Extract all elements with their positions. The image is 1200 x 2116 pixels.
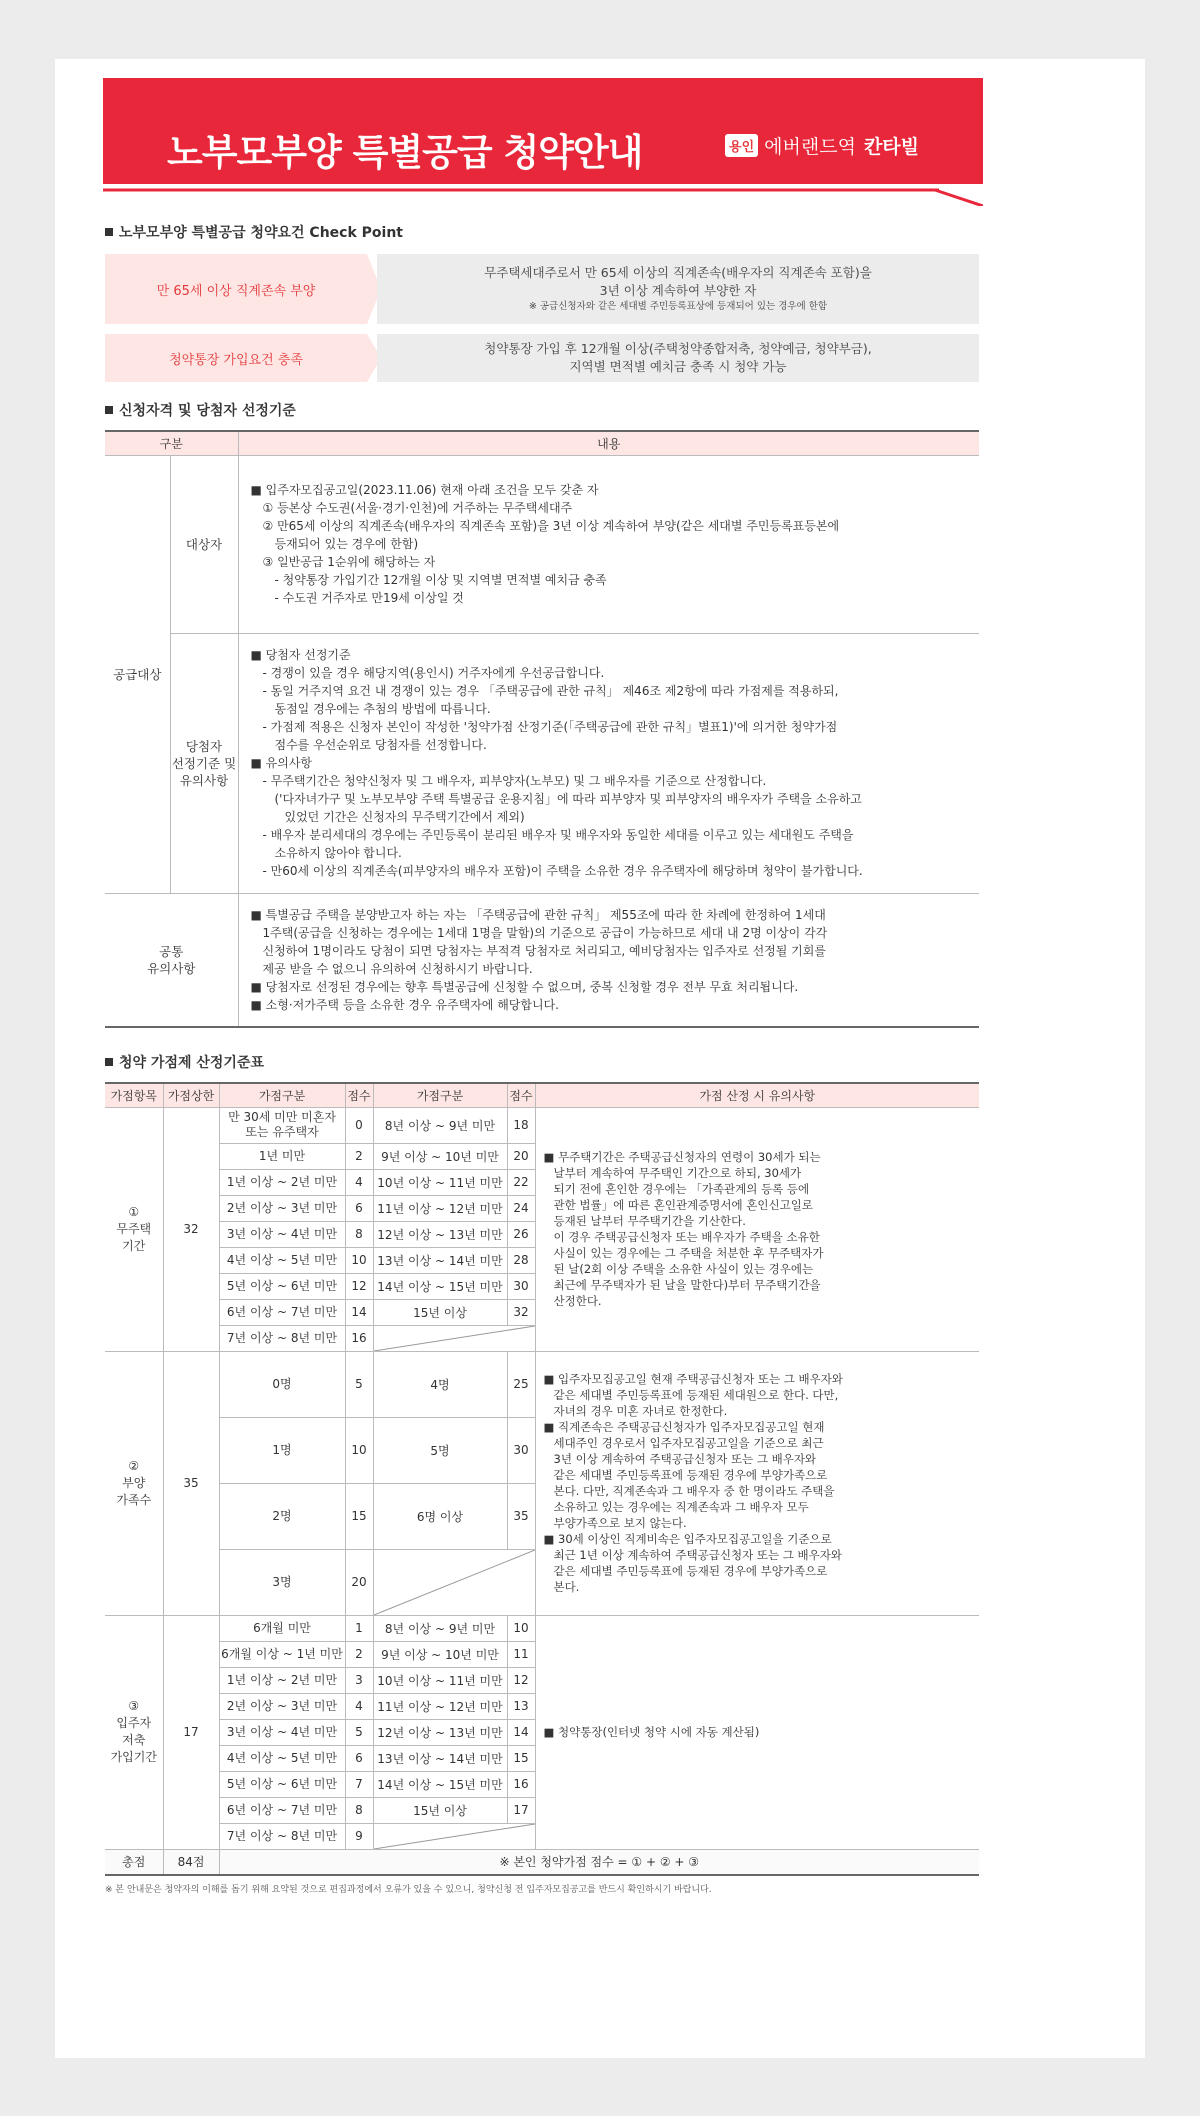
score-points-cell: 4 (345, 1169, 373, 1195)
score-points-cell: 16 (507, 1771, 535, 1797)
score-range-cell: 10년 이상 ~ 11년 미만 (373, 1169, 507, 1195)
score-points-cell: 30 (507, 1417, 535, 1483)
score-points-cell: 2 (345, 1143, 373, 1169)
score-points-cell: 8 (345, 1221, 373, 1247)
content-line: ■ 유의사항 (250, 756, 313, 770)
checkpoint-row-1 (105, 254, 979, 324)
content-line: ② 만65세 이상의 직계존속(배우자의 직계존속 포함)을 3년 이상 계속하여 부양(같은 세대별 주민등록표등본에 (262, 519, 840, 533)
note-line: 관한 법률」에 따른 혼인관계증명서에 혼인신고일로 (553, 1198, 813, 1212)
score-range-cell: 4명 (373, 1351, 507, 1417)
content-line: - 경쟁이 있을 경우 해당지역(용인시) 거주자에게 우선공급합니다. (262, 666, 605, 680)
column-header: 가점상한 (163, 1083, 219, 1107)
column-header: 가점 산정 시 유의사항 (535, 1083, 979, 1107)
content-line: ■ 소형·저가주택 등을 소유한 경우 유주택자에 해당합니다. (250, 997, 559, 1012)
checkpoint-label: 만 65세 이상 직계존속 부양 (105, 254, 367, 324)
score-points-cell: 10 (507, 1615, 535, 1641)
header-banner (103, 78, 983, 206)
checkpoint-description (377, 334, 979, 382)
total-row (105, 1849, 979, 1875)
brand-name-bold: 칸타빌 (863, 136, 919, 158)
score-note (535, 1615, 979, 1849)
score-table-body (105, 1107, 979, 1875)
score-range-cell: 5년 이상 ~ 6년 미만 (219, 1771, 345, 1797)
content-line: ■ 입주자모집공고일(2023.11.06) 현재 아래 조건을 모두 갖춘 자 (250, 483, 599, 497)
content-line: ■ 특별공급 주택을 분양받고자 하는 자는 「주택공급에 관한 규칙」 제55조에 따라 한 차례에 한정하여 1세대 (250, 907, 826, 922)
score-range-cell: 1년 미만 (219, 1143, 345, 1169)
note-line: 본다. 다만, 직계존속과 그 배우자 중 한 명이라도 주택을 (553, 1484, 835, 1498)
score-points-cell: 30 (507, 1273, 535, 1299)
score-points-cell: 17 (507, 1797, 535, 1823)
content-line: 있었던 기간은 신청자의 무주택기간에서 제외) (284, 810, 525, 824)
note-line: 된 날(2회 이상 주택을 소유한 사실이 있는 경우에는 (553, 1262, 814, 1276)
score-range-cell: 6년 이상 ~ 7년 미만 (219, 1299, 345, 1325)
score-range-cell: 1년 이상 ~ 2년 미만 (219, 1667, 345, 1693)
eligibility-section-title: 신청자격 및 당첨자 선정기준 (105, 400, 979, 420)
score-range-cell: 1명 (219, 1417, 345, 1483)
row-label-selection: 당첨자 선정기준 및 유의사항 (170, 633, 238, 893)
eligibility-table (105, 430, 979, 1028)
score-points-cell: 6 (345, 1745, 373, 1771)
score-points-cell: 2 (345, 1641, 373, 1667)
score-points-cell: 20 (345, 1549, 373, 1615)
note-line: ■ 직계존속은 주택공급신청자가 입주자모집공고일 현재 (543, 1420, 825, 1434)
note-line: 자녀의 경우 미혼 자녀로 한정한다. (553, 1404, 728, 1418)
score-range-cell: 13년 이상 ~ 14년 미만 (373, 1745, 507, 1771)
checkpoint-row-2 (105, 334, 979, 382)
score-range-cell: 0명 (219, 1351, 345, 1417)
score-range-cell: 6개월 이상 ~ 1년 미만 (219, 1641, 345, 1667)
footnote: ※ 본 안내문은 청약자의 이해를 돕기 위해 요약된 것으로 편집과정에서 오류가 있을 수 있으니, 청약신청 전 입주자모집공고를 반드시 확인하시기 바랍니다. (105, 1885, 712, 1895)
score-points-cell: 32 (507, 1299, 535, 1325)
checkpoint-line: 지역별 면적별 예치금 충족 시 청약 가능 (569, 359, 787, 374)
score-range-cell: 4년 이상 ~ 5년 미만 (219, 1247, 345, 1273)
score-row (105, 1351, 979, 1417)
note-line: 3년 이상 계속하여 주택공급신청자 또는 그 배우자와 (553, 1452, 817, 1466)
total-max: 84점 (163, 1849, 219, 1875)
content-line: - 청약통장 가입기간 12개월 이상 및 지역별 면적별 예치금 충족 (274, 573, 607, 587)
score-points-cell: 4 (345, 1693, 373, 1719)
content-line: - 동일 거주지역 요건 내 경쟁이 있는 경우 「주택공급에 관한 규칙」 제46조 제2항에 따라 가점제를 적용하되, (262, 684, 839, 698)
score-points-cell: 10 (345, 1247, 373, 1273)
score-range-cell: 7년 이상 ~ 8년 미만 (219, 1823, 345, 1849)
score-range-cell: 3명 (219, 1549, 345, 1615)
score-points-cell: 5 (345, 1351, 373, 1417)
note-line: 최근 1년 이상 계속하여 주택공급신청자 또는 그 배우자와 (553, 1548, 842, 1562)
checkpoint-note: ※ 공급신청자와 같은 세대별 주민등록표상에 등재되어 있는 경우에 한함 (528, 301, 828, 312)
score-points-cell: 14 (345, 1299, 373, 1325)
score-range-cell: 8년 이상 ~ 9년 미만 (373, 1615, 507, 1641)
note-line: 등재된 날부터 무주택기간을 기산한다. (553, 1214, 746, 1228)
score-points-cell: 15 (345, 1483, 373, 1549)
row-label-target: 대상자 (170, 455, 238, 633)
note-line: ■ 30세 이상인 직계비속은 입주자모집공고일을 기준으로 (543, 1532, 832, 1546)
note-line: 산정한다. (553, 1294, 602, 1308)
square-bullet-icon (105, 1058, 113, 1066)
content-line: 1주택(공급을 신청하는 경우에는 1세대 1명을 말함)의 기준으로 공급이 가능하므로 세대 내 2명 이상이 각각 (262, 925, 828, 940)
content-line: ■ 당첨자 선정기준 (250, 648, 351, 662)
score-points-cell: 1 (345, 1615, 373, 1641)
score-range-cell: 11년 이상 ~ 12년 미만 (373, 1693, 507, 1719)
note-line: 이 경우 주택공급신청자 또는 배우자가 주택을 소유한 (553, 1230, 820, 1244)
note-line: 같은 세대별 주민등록표에 등재된 경우에 부양가족으로 (553, 1564, 828, 1578)
column-header: 가점구분 (373, 1083, 507, 1107)
score-points-cell: 10 (345, 1417, 373, 1483)
square-bullet-icon (105, 406, 113, 414)
score-range-cell: 4년 이상 ~ 5년 미만 (219, 1745, 345, 1771)
content-line: ① 등본상 수도권(서울·경기·인천)에 거주하는 무주택세대주 (262, 501, 573, 515)
score-item-label: ② 부양 가족수 (105, 1351, 163, 1615)
score-points-cell: 14 (507, 1719, 535, 1745)
empty-diagonal-cell (373, 1325, 535, 1351)
score-points-cell: 5 (345, 1719, 373, 1745)
score-item-label: ③ 입주자 저축 가입기간 (105, 1615, 163, 1849)
note-line: ■ 입주자모집공고일 현재 주택공급신청자 또는 그 배우자와 (543, 1372, 843, 1386)
score-points-cell: 26 (507, 1221, 535, 1247)
content-line: ■ 당첨자로 선정된 경우에는 향후 특별공급에 신청할 수 없으며, 중복 신청할 경우 전부 무효 처리됩니다. (250, 979, 799, 994)
content-line: - 만60세 이상의 직계존속(피부양자의 배우자 포함)이 주택을 소유한 경우 유주택자에 해당하며 청약이 불가합니다. (262, 864, 863, 878)
checkpoint-label: 청약통장 가입요건 충족 (105, 334, 367, 382)
score-range-cell: 8년 이상 ~ 9년 미만 (373, 1107, 507, 1143)
square-bullet-icon (105, 228, 113, 236)
score-points-cell: 25 (507, 1351, 535, 1417)
checkpoint-line: 청약통장 가입 후 12개월 이상(주택청약종합저축, 청약예금, 청약부금), (484, 341, 872, 356)
brand-logo (725, 132, 919, 159)
score-range-cell: 2명 (219, 1483, 345, 1549)
note-line: 본다. (553, 1580, 580, 1594)
score-note (535, 1107, 979, 1351)
content-line: ('다자녀가구 및 노부모부양 주택 특별공급 운용지침」에 따라 피부양자 및 피부양자의 배우자가 주택을 소유하고 (274, 792, 862, 806)
score-range-cell: 7년 이상 ~ 8년 미만 (219, 1325, 345, 1351)
empty-diagonal-cell (373, 1549, 535, 1615)
empty-diagonal-cell (373, 1823, 535, 1849)
score-points-cell: 24 (507, 1195, 535, 1221)
total-formula: ※ 본인 청약가점 점수 = ① + ② + ③ (219, 1849, 979, 1875)
score-range-cell: 2년 이상 ~ 3년 미만 (219, 1195, 345, 1221)
content-line: - 가점제 적용은 신청자 본인이 작성한 '청약가점 산정기준(「주택공급에 관한 규칙」별표1)'에 의거한 청약가점 (262, 720, 838, 734)
note-line: ■ 무주택기간은 주택공급신청자의 연령이 30세가 되는 (543, 1150, 821, 1164)
brand-badge: 용인 (725, 134, 758, 157)
content-line: 등재되어 있는 경우에 한함) (274, 537, 419, 551)
content-line: 제공 받을 수 없으니 유의하여 신청하시기 바랍니다. (262, 961, 533, 976)
score-range-cell: 6개월 미만 (219, 1615, 345, 1641)
score-range-cell: 14년 이상 ~ 15년 미만 (373, 1771, 507, 1797)
score-range-cell: 13년 이상 ~ 14년 미만 (373, 1247, 507, 1273)
note-line: ■ 청약통장(인터넷 청약 시에 자동 계산됨) (543, 1725, 760, 1739)
content-line: - 무주택기간은 청약신청자 및 그 배우자, 피부양자(노부모) 및 그 배우자를 기준으로 산정합니다. (262, 774, 767, 788)
score-points-cell: 20 (507, 1143, 535, 1169)
score-item-max: 32 (163, 1107, 219, 1351)
selection-content (238, 633, 979, 893)
score-section-title: 청약 가점제 산정기준표 (105, 1052, 979, 1072)
score-points-cell: 8 (345, 1797, 373, 1823)
note-line: 세대주인 경우로서 입주자모집공고일을 기준으로 최근 (553, 1436, 824, 1450)
checkpoint-line: 무주택세대주로서 만 65세 이상의 직계존속(배우자의 직계존속 포함)을 (484, 265, 872, 280)
content-line: 소유하지 않아야 합니다. (274, 846, 402, 860)
score-range-cell: 12년 이상 ~ 13년 미만 (373, 1719, 507, 1745)
column-header-content: 내용 (238, 431, 979, 455)
document-content (105, 78, 979, 1895)
score-range-cell: 11년 이상 ~ 12년 미만 (373, 1195, 507, 1221)
score-points-cell: 35 (507, 1483, 535, 1549)
score-points-cell: 16 (345, 1325, 373, 1351)
checkpoint-description (377, 254, 979, 324)
score-range-cell: 14년 이상 ~ 15년 미만 (373, 1273, 507, 1299)
score-range-cell: 2년 이상 ~ 3년 미만 (219, 1693, 345, 1719)
score-note (535, 1351, 979, 1615)
score-table (105, 1082, 979, 1876)
group-label: 공급대상 (105, 455, 170, 893)
note-line: 날부터 계속하여 무주택인 기간으로 하되, 30세가 (553, 1166, 802, 1180)
column-header: 점수 (507, 1083, 535, 1107)
score-range-cell: 3년 이상 ~ 4년 미만 (219, 1719, 345, 1745)
content-line: 동점일 경우에는 추첨의 방법에 따릅니다. (274, 702, 491, 716)
score-range-cell: 1년 이상 ~ 2년 미만 (219, 1169, 345, 1195)
score-points-cell: 9 (345, 1823, 373, 1849)
score-item-max: 17 (163, 1615, 219, 1849)
brand-name: 에버랜드역 (764, 136, 856, 158)
note-line: 최근에 무주택자가 된 날을 말한다)부터 무주택기간을 (553, 1278, 821, 1292)
note-line: 소유하고 있는 경우에는 직계존속과 그 배우자 모두 (553, 1500, 809, 1514)
score-range-cell: 5년 이상 ~ 6년 미만 (219, 1273, 345, 1299)
score-points-cell: 0 (345, 1107, 373, 1143)
content-line: 신청하여 1명이라도 당첨이 되면 당첨자는 부적격 당첨자로 처리되고, 예비당첨자는 입주자로 선정될 기회를 (262, 943, 826, 958)
column-header-category: 구분 (105, 431, 238, 455)
score-range-cell: 6년 이상 ~ 7년 미만 (219, 1797, 345, 1823)
score-points-cell: 11 (507, 1641, 535, 1667)
score-points-cell: 6 (345, 1195, 373, 1221)
checkpoint-section-title: 노부모부양 특별공급 청약요건 Check Point (105, 222, 979, 242)
content-line: - 배우자 분리세대의 경우에는 주민등록이 분리된 배우자 및 배우자와 동일한 세대를 이루고 있는 세대원도 주택을 (262, 828, 854, 842)
score-points-cell: 7 (345, 1771, 373, 1797)
score-row (105, 1107, 979, 1143)
score-points-cell: 3 (345, 1667, 373, 1693)
score-points-cell: 12 (507, 1667, 535, 1693)
score-points-cell: 28 (507, 1247, 535, 1273)
score-points-cell: 22 (507, 1169, 535, 1195)
content-line: ③ 일반공급 1순위에 해당하는 자 (262, 555, 436, 569)
note-line: 같은 세대별 주민등록표에 등재된 경우에 부양가족으로 (553, 1468, 828, 1482)
score-range-cell: 15년 이상 (373, 1299, 507, 1325)
score-range-cell: 9년 이상 ~ 10년 미만 (373, 1641, 507, 1667)
row-label-common: 공통 유의사항 (105, 893, 238, 1027)
score-range-cell: 3년 이상 ~ 4년 미만 (219, 1221, 345, 1247)
note-line: 같은 세대별 주민등록표에 등재된 세대원으로 한다. 다만, (553, 1388, 839, 1402)
note-line: 부양가족으로 보지 않는다. (553, 1516, 687, 1530)
column-header: 가점구분 (219, 1083, 345, 1107)
column-header: 점수 (345, 1083, 373, 1107)
score-points-cell: 12 (345, 1273, 373, 1299)
score-range-cell: 만 30세 미만 미혼자 또는 유주택자 (219, 1107, 345, 1143)
checkpoint-line: 3년 이상 계속하여 부양한 자 (599, 283, 757, 298)
score-row (105, 1615, 979, 1641)
score-points-cell: 15 (507, 1745, 535, 1771)
score-item-max: 35 (163, 1351, 219, 1615)
common-content (238, 893, 979, 1027)
score-range-cell: 6명 이상 (373, 1483, 507, 1549)
total-label: 총점 (105, 1849, 163, 1875)
page-title: 노부모부양 특별공급 청약안내 (167, 131, 643, 174)
score-points-cell: 13 (507, 1693, 535, 1719)
note-line: 되기 전에 혼인한 경우에는 「가족관계의 등록 등에 (553, 1182, 810, 1196)
score-range-cell: 15년 이상 (373, 1797, 507, 1823)
score-points-cell: 18 (507, 1107, 535, 1143)
score-range-cell: 9년 이상 ~ 10년 미만 (373, 1143, 507, 1169)
target-content (238, 455, 979, 633)
score-item-label: ① 무주택 기간 (105, 1107, 163, 1351)
content-line: 점수를 우선순위로 당첨자를 선정합니다. (274, 738, 487, 752)
score-range-cell: 5명 (373, 1417, 507, 1483)
content-line: - 수도권 거주자로 만19세 이상일 것 (274, 591, 464, 605)
score-range-cell: 12년 이상 ~ 13년 미만 (373, 1221, 507, 1247)
score-range-cell: 10년 이상 ~ 11년 미만 (373, 1667, 507, 1693)
note-line: 사실이 있는 경우에는 그 주택을 처분한 후 무주택자가 (553, 1246, 824, 1260)
column-header: 가점항목 (105, 1083, 163, 1107)
